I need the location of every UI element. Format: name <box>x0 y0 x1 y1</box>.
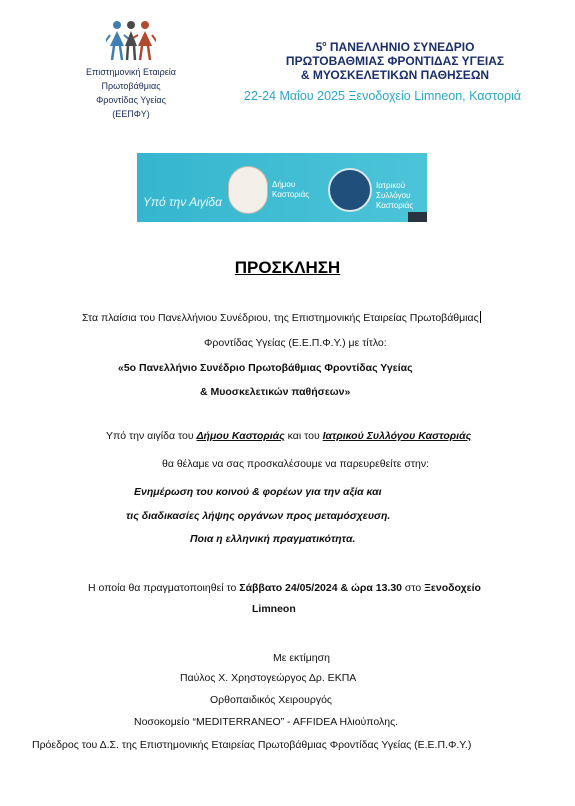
event-when-prefix: Η οποία θα πραγματοποιηθεί το <box>88 582 240 594</box>
signature-name: Παύλος Χ. Χρηστογεώργος Δρ. ΕΚΠΑ <box>180 672 357 684</box>
event-date-time: Σάββατο 24/05/2024 & ώρα 13.30 <box>239 582 403 594</box>
event-venue: Ξενοδοχείο <box>424 582 481 594</box>
conference-title <box>250 38 540 82</box>
intro-text: Στα πλαίσια του Πανελλήνιου Συνέδριου, της Επιστημονικής Εταιρείας Πρωτοβάθμιας <box>82 312 479 324</box>
topic-line-2: τις διαδικασίες λήψης οργάνων προς μεταμόσχευση. <box>126 510 391 522</box>
conference-number: 5 <box>315 40 323 54</box>
association-label-line: Συλλόγου <box>376 191 411 200</box>
org-name-line: (ΕΕΠΦΥ) <box>112 109 150 119</box>
municipality-label-line: Καστοριάς <box>272 190 310 199</box>
aegis-prefix: Υπό την αιγίδα του <box>106 430 197 442</box>
event-when-line <box>88 582 481 594</box>
invite-line: θα θέλαμε να σας προσκαλέσουμε να παρευρεθείτε στην: <box>162 458 429 470</box>
conference-title-line: ΠΡΩΤΟΒΑΘΜΙΑΣ ΦΡΟΝΤΙΔΑΣ ΥΓΕΙΑΣ <box>285 54 505 68</box>
conference-dates: 22-24 Μαΐου 2025 Ξενοδοχείο Limneon, Καστοριά <box>244 89 522 103</box>
signature-hospital: Νοσοκομείο “MEDITERRANEO” - AFFIDEA Ηλιούπολης. <box>134 716 399 728</box>
conference-title-line: ΠΑΝΕΛΛΗΝΙΟ ΣΥΝΕΔΡΙΟ <box>329 40 475 54</box>
event-when-middle: στο <box>402 582 425 594</box>
association-label-line: Καστοριάς <box>376 201 414 210</box>
organization-name <box>72 65 190 121</box>
signature-president: Πρόεδρος του Δ.Σ. της Επιστημονικής Εταιρείας Πρωτοβάθμιας Φροντίδας Υγείας (Ε.Ε.Π.Φ.Υ.) <box>32 739 472 751</box>
signature-role: Ορθοπαιδικός Χειρουργός <box>210 694 332 706</box>
aegis-middle: και του <box>284 430 323 442</box>
org-name-line: Φροντίδας Υγείας <box>96 95 166 105</box>
topic-line-1: Ενημέρωση του κοινού & φορέων για την αξία και <box>134 486 382 498</box>
aegis-line <box>106 430 471 442</box>
medical-association-seal-icon <box>328 168 372 212</box>
aegis-association: Ιατρικού Συλλόγου Καστοριάς <box>322 430 472 442</box>
conference-quote-line-2: & Μυοσκελετικών παθήσεων» <box>200 386 351 398</box>
aegis-banner-label: Υπό την Αιγίδα <box>143 195 222 209</box>
conference-ordinal: ο <box>322 41 327 48</box>
municipality-label-line: Δήμου <box>272 180 296 189</box>
topic-line-3: Ποια η ελληνική πραγματικότητα. <box>190 533 356 545</box>
municipality-label <box>272 180 309 200</box>
org-name-line: Επιστημονική Εταιρεία <box>86 67 176 77</box>
intro-line-2: Φροντίδας Υγείας (Ε.Ε.Π.Φ.Υ.) με τίτλο: <box>204 337 387 349</box>
conference-quote-line-1: «5ο Πανελλήνιο Συνέδριο Πρωτοβάθμιας Φροντίδας Υγείας <box>118 362 413 374</box>
document-title: ΠΡΟΣΚΛΗΣΗ <box>234 258 341 277</box>
event-venue-name: Limneon <box>252 603 296 615</box>
signature-closing: Με εκτίμηση <box>273 652 330 664</box>
aegis-municipality: Δήμου Καστοριάς <box>196 430 285 442</box>
text-cursor <box>480 311 481 323</box>
association-label-line: Ιατρικού <box>376 181 406 190</box>
intro-line-1 <box>82 311 481 324</box>
conference-title-line: & ΜΥΟΣΚΕΛΕΤΙΚΩΝ ΠΑΘΗΣΕΩΝ <box>300 68 490 82</box>
municipality-emblem-icon <box>228 166 268 214</box>
banner-corner-decoration <box>408 212 427 222</box>
org-name-line: Πρωτοβάθμιας <box>101 81 161 91</box>
eepfy-logo-icon <box>106 16 156 66</box>
association-label <box>376 181 413 211</box>
